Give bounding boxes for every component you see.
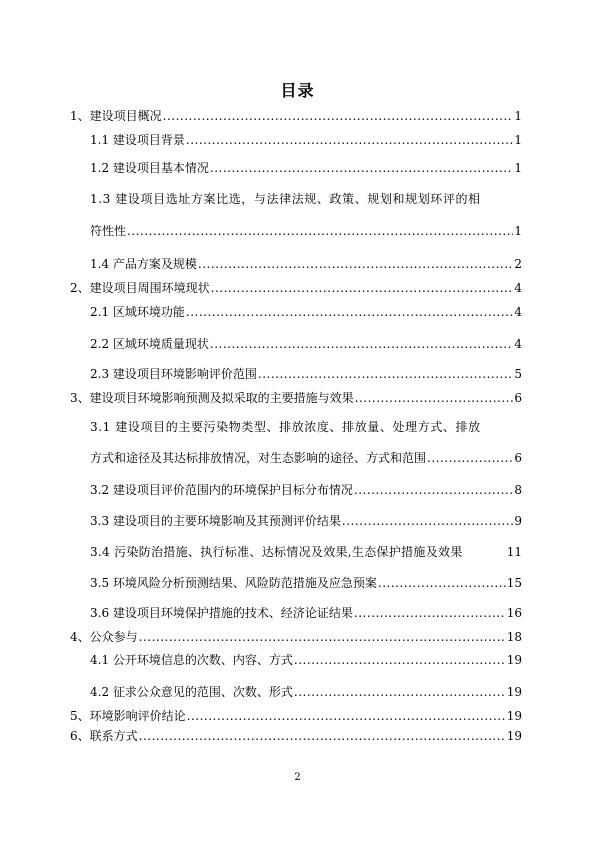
toc-entry-5[interactable] — [70, 708, 522, 724]
toc-entry-3-5[interactable] — [90, 575, 522, 591]
dot-leader — [127, 223, 513, 239]
toc-entry-2[interactable] — [70, 280, 522, 296]
dot-leader — [210, 336, 513, 352]
toc-entry-label: 4.1 公开环境信息的次数、内容、方式 — [90, 653, 293, 667]
dot-leader — [186, 132, 513, 148]
toc-title: 目录 — [280, 81, 315, 100]
toc-entry-label: 3.6 建设项目环境保护措施的技术、经济论证结果 — [90, 606, 353, 620]
toc-entry-page: 19 — [506, 685, 522, 699]
toc-entry-label: 符性性 — [90, 224, 127, 238]
toc-entry-page: 18 — [506, 630, 522, 644]
toc-entry-3-3[interactable] — [90, 513, 522, 529]
toc-entry-label: 2、建设项目周围环境现状 — [70, 281, 210, 295]
dot-leader — [294, 652, 506, 668]
toc-entry-1-3[interactable] — [90, 223, 522, 239]
toc-entry-page: 19 — [506, 653, 522, 667]
toc-entry-3-4[interactable] — [90, 544, 522, 560]
dot-leader — [354, 482, 513, 498]
toc-entry-2-3[interactable] — [90, 366, 522, 382]
toc-entry-label: 4、公众参与 — [70, 630, 138, 644]
dot-leader — [198, 256, 513, 272]
toc-entry-label: 3.2 建设项目评价范围内的环境保护目标分布情况 — [90, 483, 353, 497]
dot-leader — [258, 366, 513, 382]
toc-entry-label: 5、环境影响评价结论 — [70, 709, 186, 723]
dot-leader — [211, 280, 514, 296]
toc-entry-page: 16 — [506, 606, 522, 620]
toc-entry-label: 2.3 建设项目环境影响评价范围 — [90, 367, 257, 381]
dot-leader — [294, 684, 506, 700]
toc-entry-page: 2 — [514, 257, 522, 271]
toc-entry-page: 11 — [506, 545, 522, 559]
toc-entry-3-1-line1[interactable]: 3.1 建设项目的主要污染物类型、排放浓度、排放量、处理方式、排放 — [90, 420, 481, 434]
dot-leader — [427, 450, 513, 466]
toc-entry-label: 4.2 征求公众意见的范围、次数、形式 — [90, 685, 293, 699]
toc-entry-page: 9 — [514, 514, 522, 528]
toc-entry-4[interactable] — [70, 629, 522, 645]
toc-entry-2-2[interactable] — [90, 336, 522, 352]
dot-leader — [163, 108, 514, 124]
toc-entry-label: 3.5 环境风险分析预测结果、风险防范措施及应急预案 — [90, 576, 377, 590]
dot-leader — [342, 513, 513, 529]
dot-leader — [354, 605, 506, 621]
toc-entry-3-6[interactable] — [90, 605, 522, 621]
toc-entry-page: 1 — [514, 109, 522, 123]
toc-entry-3-1[interactable] — [90, 450, 522, 466]
toc-entry-page: 6 — [514, 451, 522, 465]
toc-entry-page: 15 — [506, 576, 522, 590]
toc-entry-page: 1 — [514, 224, 522, 238]
toc-entry-label: 2.1 区域环境功能 — [90, 305, 185, 319]
toc-entry-label: 3.4 污染防治措施、执行标准、达标情况及效果,生态保护措施及效果 — [90, 545, 463, 559]
toc-entry-page: 8 — [514, 483, 522, 497]
dot-leader — [187, 708, 506, 724]
page-number: 2 — [294, 772, 301, 783]
dot-leader — [186, 304, 513, 320]
toc-entry-1-2[interactable] — [90, 160, 522, 176]
toc-entry-label: 3、建设项目环境影响预测及拟采取的主要措施与效果 — [70, 391, 354, 405]
toc-entry-1-1[interactable] — [90, 132, 522, 148]
toc-entry-label: 1.4 产品方案及规模 — [90, 257, 197, 271]
toc-entry-page: 4 — [514, 305, 522, 319]
toc-entry-page: 19 — [506, 709, 522, 723]
toc-entry-label: 方式和途径及其达标排放情况，对生态影响的途径、方式和范围 — [90, 451, 427, 465]
toc-entry-6[interactable] — [70, 728, 522, 744]
toc-entry-page: 6 — [514, 391, 522, 405]
toc-entry-label: 1.1 建设项目背景 — [90, 133, 185, 147]
toc-entry-label: 6、联系方式 — [70, 729, 138, 743]
toc-entry-label: 1、建设项目概况 — [70, 109, 162, 123]
dot-leader — [378, 575, 506, 591]
toc-entry-page: 19 — [506, 729, 522, 743]
toc-entry-label: 1.2 建设项目基本情况 — [90, 161, 209, 175]
toc-entry-1-3-line1[interactable]: 1.3 建设项目选址方案比选，与法律法规、政策、规划和规划环评的相 — [90, 192, 481, 206]
dot-leader — [355, 390, 514, 406]
toc-entry-3[interactable] — [70, 390, 522, 406]
toc-entry-page: 1 — [514, 161, 522, 175]
toc-entry-page: 4 — [514, 337, 522, 351]
dot-leader — [139, 728, 506, 744]
toc-entry-3-2[interactable] — [90, 482, 522, 498]
toc-entry-2-1[interactable] — [90, 304, 522, 320]
toc-entry-page: 4 — [514, 281, 522, 295]
toc-entry-page: 5 — [514, 367, 522, 381]
toc-entry-1[interactable] — [70, 108, 522, 124]
toc-entry-page: 1 — [514, 133, 522, 147]
toc-entry-4-1[interactable] — [90, 652, 522, 668]
toc-entry-label: 2.2 区域环境质量现状 — [90, 337, 209, 351]
toc-entry-1-4[interactable] — [90, 256, 522, 272]
toc-entry-4-2[interactable] — [90, 684, 522, 700]
dot-leader — [210, 160, 513, 176]
dot-leader — [139, 629, 506, 645]
toc-entry-label: 3.3 建设项目的主要环境影响及其预测评价结果 — [90, 514, 341, 528]
